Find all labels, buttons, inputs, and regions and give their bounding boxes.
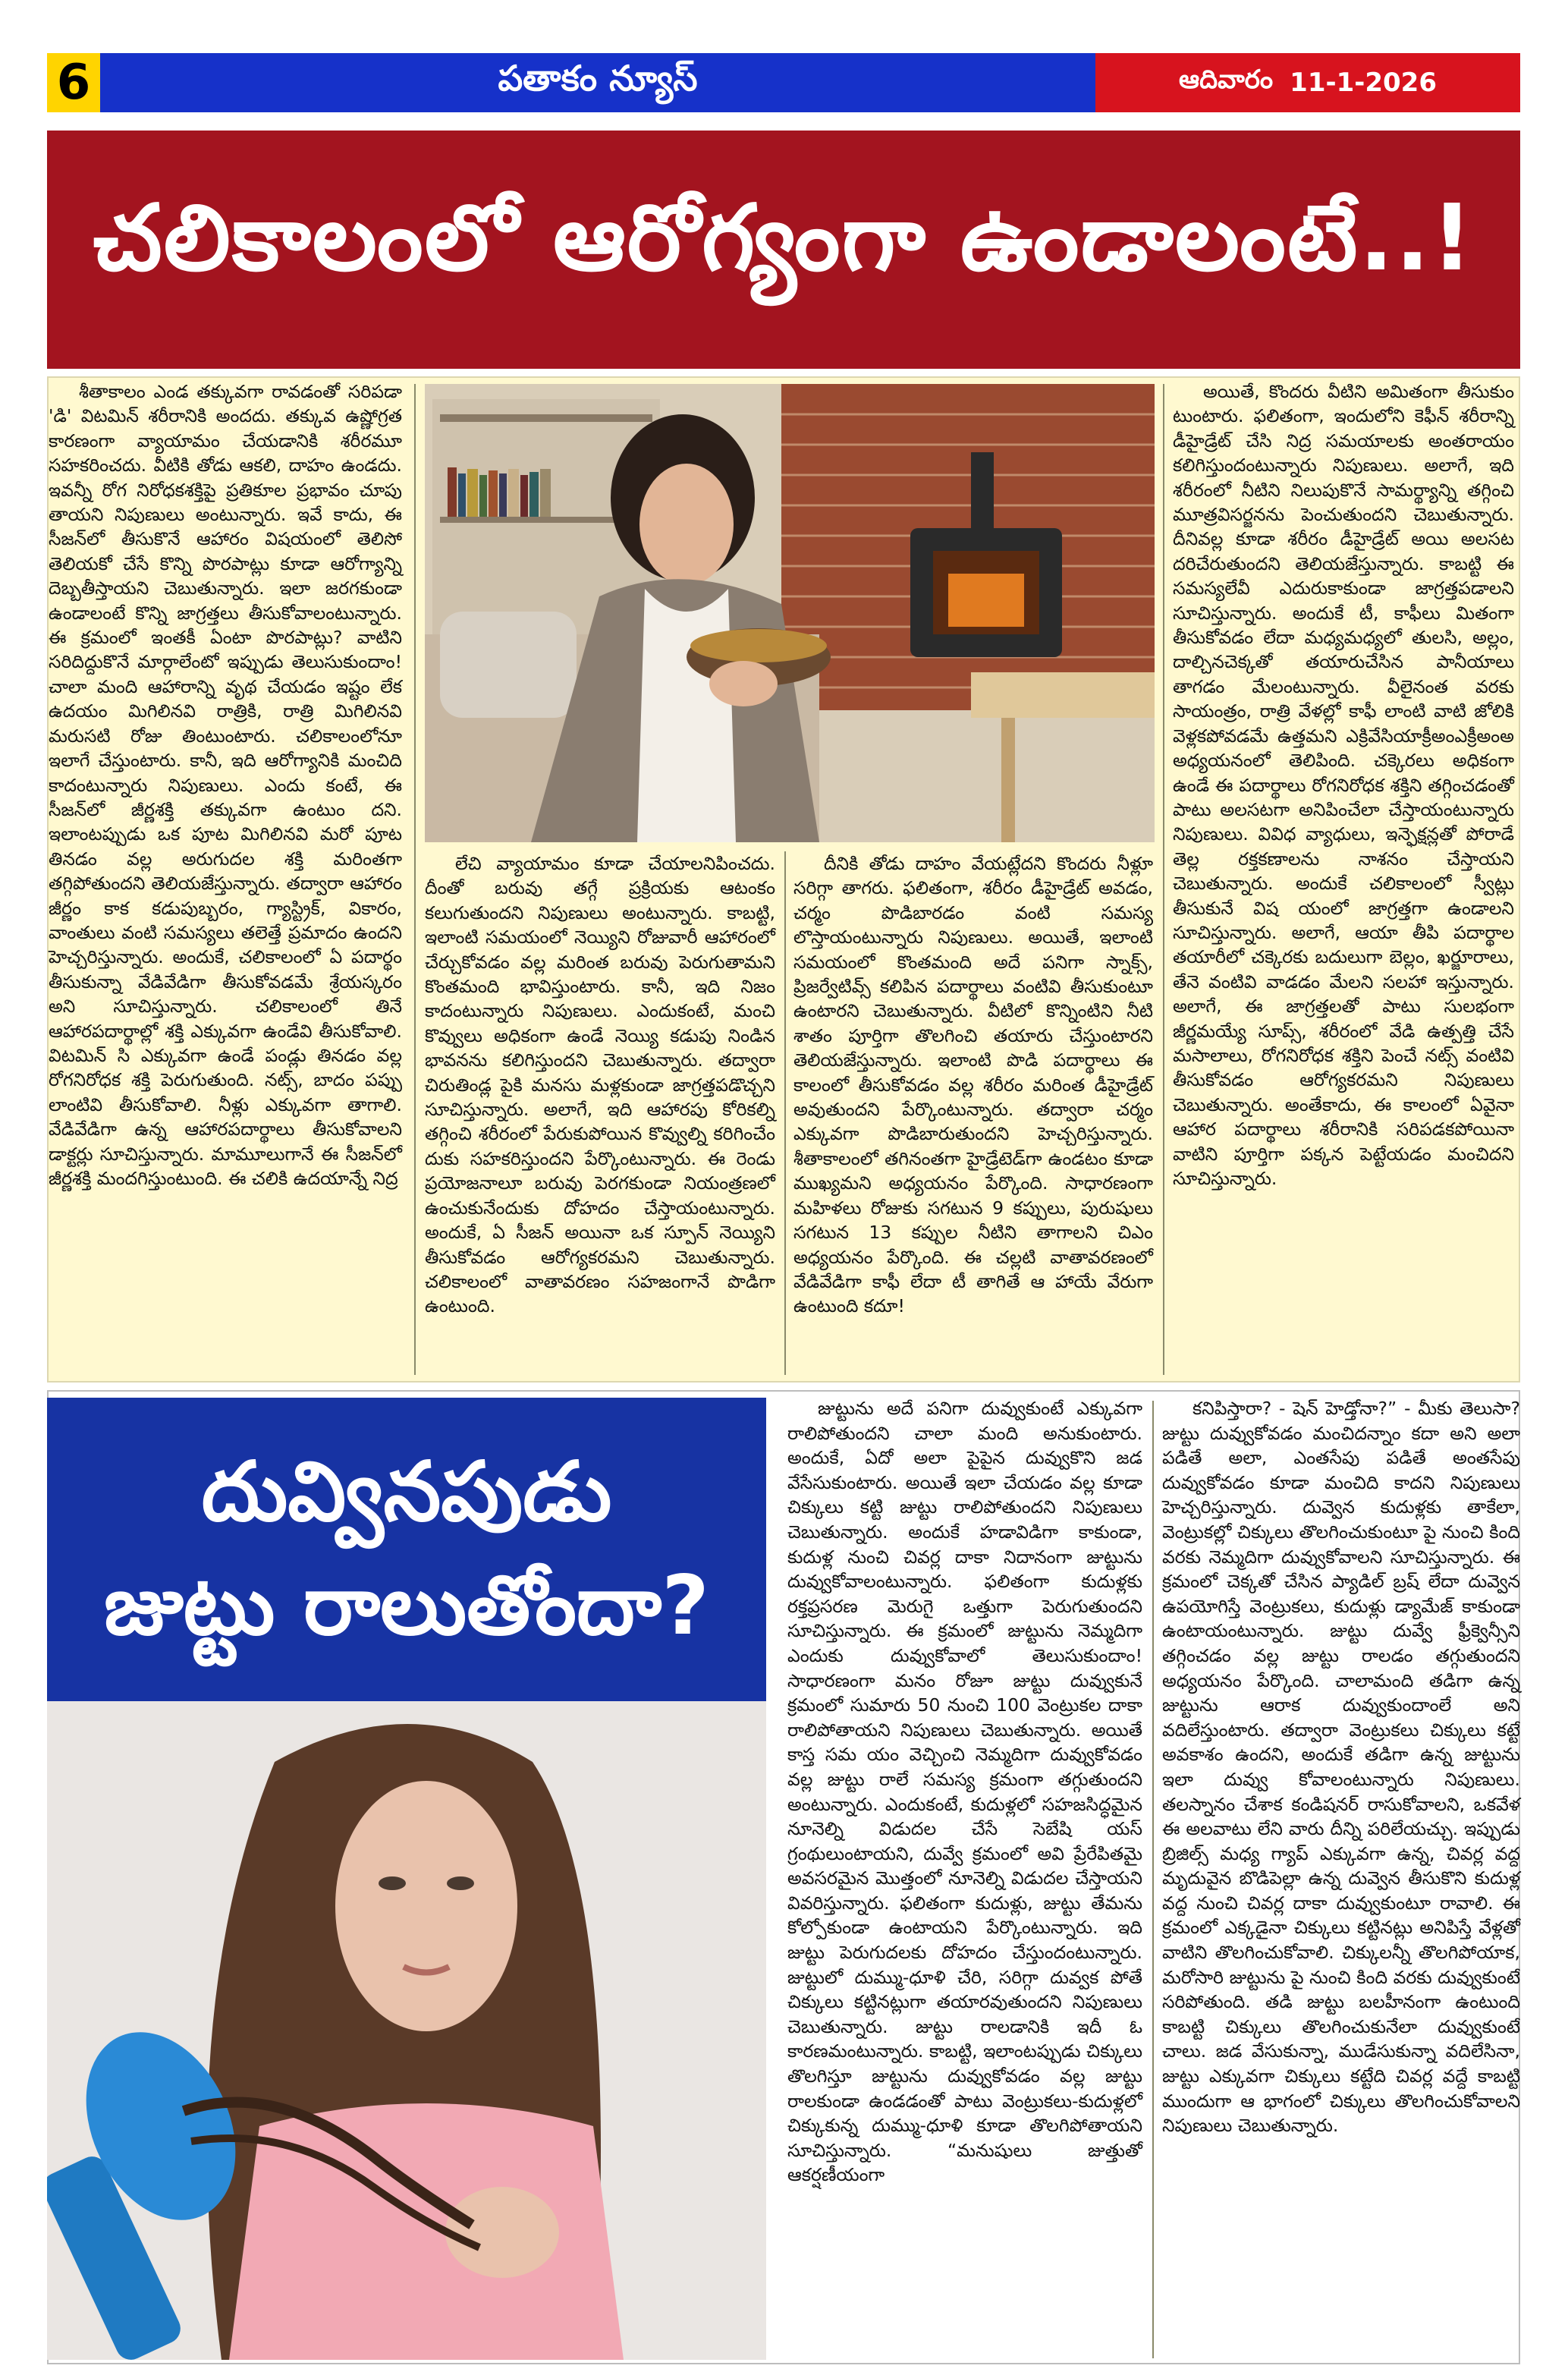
article1-column-2	[425, 851, 775, 1375]
article1-headline-banner	[47, 131, 1520, 369]
paper-name: పతాకం న్యూస్	[498, 58, 698, 99]
column-divider	[1163, 384, 1164, 1375]
article1-text: దీనికి తోడు దాహం వేయట్లేదని కొందరు నీళ్లూ సరిగ్గా తాగరు. ఫలితంగా, శరీరం డీహైడ్రేట్ అవడం, చర్మం పొడిబారడం వంటి సమస్య లొస్తాయంటున్నారు నిపుణులు. అయితే, ఇలాంటి సమయంలో కొంతమంది అదే పనిగా స్నాక్స్, ప్రిజర్వేటివ్స్ కలిపిన పదార్థాలు వంటివి తీసుకుంటూ ఉంటారని చెబుతున్నారు. వీటిలో కొన్నింటిని నీటి శాతం పూర్తిగా తొలగించి తయారు చేస్తుంటారని తెలియజేస్తున్నారు. ఇలాంటి పొడి పదార్థాలు ఈ కాలంలో తీసుకోవడం వల్ల శరీరం మరింత డీహైడ్రేట్ అవుతుందని పేర్కొంటున్నారు. తద్వారా చర్మం ఎక్కువగా పొడిబారుతుందని హెచ్చరిస్తున్నారు. శీతాకాలంలో తగినంతగా హైడ్రేటెడ్‌గా ఉండటం కూడా ముఖ్యమని అధ్యయనం పేర్కొంది. సాధారణంగా మహిళలు రోజుకు సగటున 9 కప్పులు, పురుషులు సగటున 13 కప్పుల నీటిని తాగాలని చిఎం అధ్యయనం పేర్కొంది. ఈ చల్లటి వాతావరణంలో వేడివేడిగా కాఫీ లేదా టీ తాగితే ఆ హాయే వేరుగా ఉంటుంది కదూ!	[793, 853, 1153, 1317]
article1-column-1	[49, 379, 402, 1373]
article2-text: కనిపిస్తారా? - షెన్ హెడ్తోనా?” - మీకు తెలుసా? జుట్టు దువ్వుకోవడం మంచిదన్నాం కదా అని అలా పడితే అలా, ఎంతసేపు పడితే అంతసేపు దువ్వుకోవడం కూడా మంచిది కాదని నిపుణులు హెచ్చరిస్తున్నారు. దువ్వెన కుదుళ్లకు తాకేలా, వెంట్రుకల్లో చిక్కులు తొలగించుకుంటూ పై నుంచి కింది వరకు నెమ్మదిగా దువ్వుకోవాలని సూచిస్తున్నారు. ఈ క్రమంలో చెక్కతో చేసిన ప్యాడిల్ బ్రష్ లేదా దువ్వెన ఉపయోగిస్తే వెంట్రుకలు, కుదుళ్లు డ్యామేజ్ కాకుండా ఉంటాయంటున్నారు. జుట్టు దువ్వే ఫ్రీక్వెన్సీని తగ్గించడం వల్ల జుట్టు రాలడం తగ్గుతుందని అధ్యయనం పేర్కొంది. చాలామంది తడిగా ఉన్న జుట్టును ఆరాక దువ్వుకుందాంలే అని వదిలేస్తుంటారు. తద్వారా వెంట్రుకలు చిక్కులు కట్టే అవకాశం ఉందని, అందుకే తడిగా ఉన్న జుట్టును ఇలా దువ్వు కోవాలంటున్నారు నిపుణులు. తలస్నానం చేశాక కండిషనర్ రాసుకోవాలని, ఒకవేళ ఈ అలవాటు లేని వారు దీన్ని పరిలేయచ్చు. ఇప్పుడు బ్రిజిల్స్ మధ్య గ్యాప్ ఎక్కువగా ఉన్న, చివర్ల వద్ద మృదువైన బొడిపెల్లా ఉన్న దువ్వెన తీసుకొని కుదుళ్ల వద్ద నుంచి చివర్ల దాకా దువ్వుకుంటూ రావాలి. ఈ క్రమంలో ఎక్కడైనా చిక్కులు కట్టినట్లు అనిపిస్తే వేళ్లతో వాటిని తొలగించుకోవాలి. చిక్కులన్నీ తొలగిపోయాక, మరోసారి జుట్టును పై నుంచి కింది వరకు దువ్వుకుంటే సరిపోతుంది. తడి జుట్టు బలహీనంగా ఉంటుంది కాబట్టి చిక్కులు తొలగించుకునేలా దువ్వుకుంటే చాలు. జడ వేసుకున్నా, ముడేసుకున్నా వదిలేసినా, జుట్టు ఎక్కువగా చిక్కులు కట్టేది చివర్ల వద్దే కాబట్టి ముందుగా ఆ భాగంలో చిక్కులు తొలగించుకోవాలని నిపుణులు చెబుతున్నారు.	[1162, 1398, 1520, 2137]
article1-headline: చలికాలంలో ఆరోగ్యంగా ఉండాలంటే..!	[93, 186, 1475, 291]
article2-headline-line2: జుట్టు రాలుతోందా?	[104, 1559, 709, 1653]
page-number: 6	[47, 53, 100, 112]
article2-headline-banner	[47, 1398, 766, 1701]
article1-column-3	[793, 851, 1153, 1375]
article2-text: జుట్టును అదే పనిగా దువ్వుకుంటే ఎక్కువగా రాలిపోతుందని చాలా మంది అనుకుంటారు. అందుకే, ఏదో అలా పైపైన దువ్వుకొని జడ వేసేసుకుంటారు. అయితే ఇలా చేయడం వల్ల కూడా చిక్కులు కట్టి జుట్టు రాలిపోతుందని నిపుణులు చెబుతున్నారు. అందుకే హడావిడిగా కాకుండా, కుదుళ్ల నుంచి చివర్ల దాకా నిదానంగా జుట్టును దువ్వుకోవాలంటున్నారు. ఫలితంగా కుదుళ్లకు రక్తప్రసరణ మెరుగై ఒత్తుగా పెరుగుతుందని సూచిస్తున్నారు. ఈ క్రమంలో జుట్టును నెమ్మదిగా ఎందుకు దువ్వుకోవాలో తెలుసుకుందాం! సాధారణంగా మనం రోజూ జుట్టు దువ్వుకునే క్రమంలో సుమారు 50 నుంచి 100 వెంట్రుకల దాకా రాలిపోతాయని నిపుణులు చెబుతున్నారు. అయితే కాస్త సమ యం వెచ్చించి నెమ్మదిగా దువ్వుకోవడం వల్ల జుట్టు రాలే సమస్య క్రమంగా తగ్గుతుందని అంటున్నారు. ఎందుకంటే, కుదుళ్లలో సహజసిద్ధమైన నూనెల్ని విడుదల చేసే సెబేషి యస్ గ్రంథులుంటాయని, దువ్వే క్రమంలో అవి ప్రేరేపితమై అవసరమైన మొత్తంలో నూనెల్ని విడుదల చేస్తాయని వివరిస్తున్నారు. ఫలితంగా కుదుళ్లు, జుట్టు తేమను కోల్పోకుండా ఉంటాయని పేర్కొంటున్నారు. ఇది జుట్టు పెరుగుదలకు దోహదం చేస్తుందంటున్నారు. జుట్టులో దుమ్ము-ధూళి చేరి, సరిగ్గా దువ్వక పోతే చిక్కులు కట్టినట్లుగా తయారవుతుందని నిపుణులు చెబుతున్నారు. జుట్టు రాలడానికి ఇదీ ఓ కారణమంటున్నారు. కాబట్టి, ఇలాంటప్పుడు చిక్కులు తొలగిస్తూ జుట్టును దువ్వుకోవడం వల్ల జుట్టు రాలకుండా ఉండడంతో పాటు వెంట్రుకలు-కుదుళ్లలో చిక్కుకున్న దుమ్ము-ధూళి కూడా తొలగిపోతాయని సూచిస్తున్నారు. “మనుషులు జుత్తుతో ఆకర్షణీయంగా	[787, 1398, 1142, 2186]
column-divider	[414, 384, 416, 1375]
masthead	[100, 53, 1095, 112]
article2-column-1	[787, 1396, 1142, 2360]
article2-column-2	[1162, 1396, 1520, 2360]
column-divider	[1152, 1401, 1154, 2358]
article1-text: అయితే, కొందరు వీటిని అమితంగా తీసుకుం టుంటారు. ఫలితంగా, ఇందులోని కెఫీన్ శరీరాన్ని డీహైడ్రేట్ చేసి నిద్ర సమయాలకు అంతరాయం కలిగిస్తుందంటున్నారు నిపుణులు. అలాగే, ఇది శరీరంలో నీటిని నిలుపుకొనే సామర్థ్యాన్ని తగ్గించి మూత్రవిసర్జనను పెంచుతుందని చెబుతున్నారు. దీనివల్ల కూడా శరీరం డీహైడ్రేట్ అయి అలసట దరిచేరుతుందని తెలియజేస్తున్నారు. కాబట్టి ఈ సమస్యలేవీ ఎదురుకాకుండా జాగ్రత్తపడాలని సూచిస్తున్నారు. అందుకే టీ, కాఫీలు మితంగా తీసుకోవడం లేదా మధ్యమధ్యలో తులసి, అల్లం, దాల్చినచెక్కతో తయారుచేసిన పానీయాలు తాగడం మేలంటున్నారు. వీలైనంత వరకు సాయంత్రం, రాత్రి వేళల్లో కాఫీ లాంటి వాటి జోలికి వెళ్లకపోవడమే ఉత్తమని ఎక్రివేసియాక్రీఅంఎక్రీఅంఅ అధ్యయనంలో తెలిపింది. చక్కెరలు అధికంగా ఉండే ఈ పదార్థాలు రోగనిరోధక శక్తిని తగ్గించడంతో పాటు అలసటగా అనిపించేలా చేస్తాయంటున్నారు నిపుణులు. వివిధ వ్యాధులు, ఇన్ఫెక్షన్లతో పోరాడే తెల్ల రక్తకణాలను నాశనం చేస్తాయని చెబుతున్నారు. అందుకే చలికాలంలో స్వీట్లు తీసుకునే విష యంలో జాగ్రత్తగా ఉండాలని సూచిస్తున్నారు. అలాగే, ఆయా తీపి పదార్థాల తయారీలో చక్కెరకు బదులుగా బెల్లం, ఖర్జూరాలు, తేనె వంటివి వాడడం మేలని సలహా ఇస్తున్నారు. అలాగే, ఈ జాగ్రత్తలతో పాటు సులభంగా జీర్ణమయ్యే సూప్స్, శరీరంలో వేడి ఉత్పత్తి చేసే మసాలాలు, రోగనిరోధక శక్తిని పెంచే నట్స్ వంటివి తీసుకోవడం ఆరోగ్యకరమని నిపుణులు చెబుతున్నారు. అంతేకాదు, ఈ కాలంలో ఏవైనా ఆహార పదార్థాలు శరీరానికి సరిపడకపోయినా వాటిని పూర్తిగా పక్కన పెట్టేయడం మంచిదని సూచిస్తున్నారు.	[1173, 381, 1514, 1189]
dateline-day: ఆదివారం	[1179, 64, 1274, 95]
article2-headline-line1: దువ్వినపుడు	[201, 1445, 612, 1540]
article1-column-4	[1173, 379, 1514, 1373]
dateline	[1095, 53, 1520, 112]
dateline-date: 11-1-2026	[1290, 68, 1437, 98]
woman-hair-loss-photo	[47, 1701, 766, 2360]
column-divider	[784, 851, 786, 1375]
article1-text: శీతాకాలం ఎండ తక్కువగా రావడంతో సరిపడా 'డి' విటమిన్ శరీరానికి అందదు. తక్కువ ఉష్ణోగ్రత కారణంగా వ్యాయామం చేయడానికి శరీరమూ సహకరించదు. వీటికి తోడు ఆకలి, దాహం ఉండదు. ఇవన్నీ రోగ నిరోధకశక్తిపై ప్రతికూల ప్రభావం చూపు తాయని నిపుణులు అంటున్నారు. ఇవే కాదు, ఈ సీజన్‌లో తీసుకొనే ఆహారం విషయంలో తెలిసో తెలియకో చేసే కొన్ని పొరపాట్లు కూడా ఆరోగ్యాన్ని దెబ్బతీస్తాయని చెబుతున్నారు. ఇలా జరగకుండా ఉండాలంటే కొన్ని జాగ్రత్తలు తీసుకోవాలంటున్నారు. ఈ క్రమంలో ఇంతకీ ఏంటా పొరపాట్లు? వాటిని సరిదిద్దుకొనే మార్గాలేంటో ఇప్పుడు తెలుసుకుందాం! చాలా మంది ఆహారాన్ని వృథ చేయడం ఇష్టం లేక ఉదయం మిగిలినవి రాత్రికి, రాత్రి మిగిలినవి మరుసటి రోజు తింటుంటారు. చలికాలంలోనూ ఇలాగే చేస్తుంటారు. కానీ, ఇది ఆరోగ్యానికి మంచిది కాదంటున్నారు నిపుణులు. ఎందు కంటే, ఈ సీజన్‌లో జీర్ణశక్తి తక్కువగా ఉంటుం దని. ఇలాంటప్పుడు ఒక పూట మిగిలినవి మరో పూట తినడం వల్ల అరుగుదల శక్తి మరింతగా తగ్గిపోతుందని తెలియజేస్తున్నారు. తద్వారా ఆహారం జీర్ణం కాక కడుపుబ్బరం, గ్యాస్ట్రిక్, వికారం, వాంతులు వంటి సమస్యలు తలెత్తే ప్రమాదం ఉందని హెచ్చరిస్తున్నారు. అందుకే, చలికాలంలో ఏ పదార్థం తీసుకున్నా వేడివేడిగా తీసుకోవడమే శ్రేయస్కరం అని సూచిస్తున్నారు. చలికాలంలో తినే ఆహారపదార్థాల్లో శక్తి ఎక్కువగా ఉండేవి తీసుకోవాలి. విటమిన్ సి ఎక్కువగా ఉండే పండ్లు తినడం వల్ల రోగనిరోధక శక్తి పెరుగుతుంది. నట్స్, బాదం పప్పు లాంటివి తీసుకోవాలి. నీళ్లు ఎక్కువగా తాగాలి. వేడివేడిగా ఉన్న ఆహారపదార్థాలు తీసుకోవాలని డాక్టర్లు సూచిస్తున్నారు. మామూలుగానే ఈ సీజన్‌లో జీర్ణశక్తి మందగిస్తుంటుంది. ఈ చలికి ఉదయాన్నే నిద్ర	[49, 381, 402, 1189]
article1-text: లేచి వ్యాయామం కూడా చేయాలనిపించదు. దీంతో బరువు తగ్గే ప్రక్రియకు ఆటంకం కలుగుతుందని నిపుణులు అంటున్నారు. కాబట్టి, ఇలాంటి సమయంలో నెయ్యిని రోజువారీ ఆహారంలో చేర్చుకోవడం వల్ల మరింత బరువు పెరుగుతామని కొంతమంది భావిస్తుంటారు. కానీ, ఇది నిజం కాదంటున్నారు నిపుణులు. ఎందుకంటే, మంచి కొవ్వులు అధికంగా ఉండే నెయ్యి కడుపు నిండిన భావనను కలిగిస్తుందని చెబుతున్నారు. తద్వారా చిరుతిండ్ల పైకి మనసు మళ్లకుండా జాగ్రత్తపడొచ్చని సూచిస్తున్నారు. అలాగే, ఇది ఆహారపు కోరికల్ని తగ్గించి శరీరంలో పేరుకుపోయిన కొవ్వుల్ని కరిగించేం దుకు సహకరిస్తుందని పేర్కొంటున్నారు. ఈ రెండు ప్రయోజనాలూ బరువు పెరగకుండా నియంత్రణలో ఉంచుకునేందుకు దోహదం చేస్తాయంటున్నారు. అందుకే, ఏ సీజన్ అయినా ఒక స్పూన్ నెయ్యిని తీసుకోవడం ఆరోగ్యకరమని చెబుతున్నారు. చలికాలంలో వాతావరణం సహజంగానే పొడిగా ఉంటుంది.	[425, 853, 775, 1317]
woman-eating-soup-photo	[425, 384, 1155, 842]
